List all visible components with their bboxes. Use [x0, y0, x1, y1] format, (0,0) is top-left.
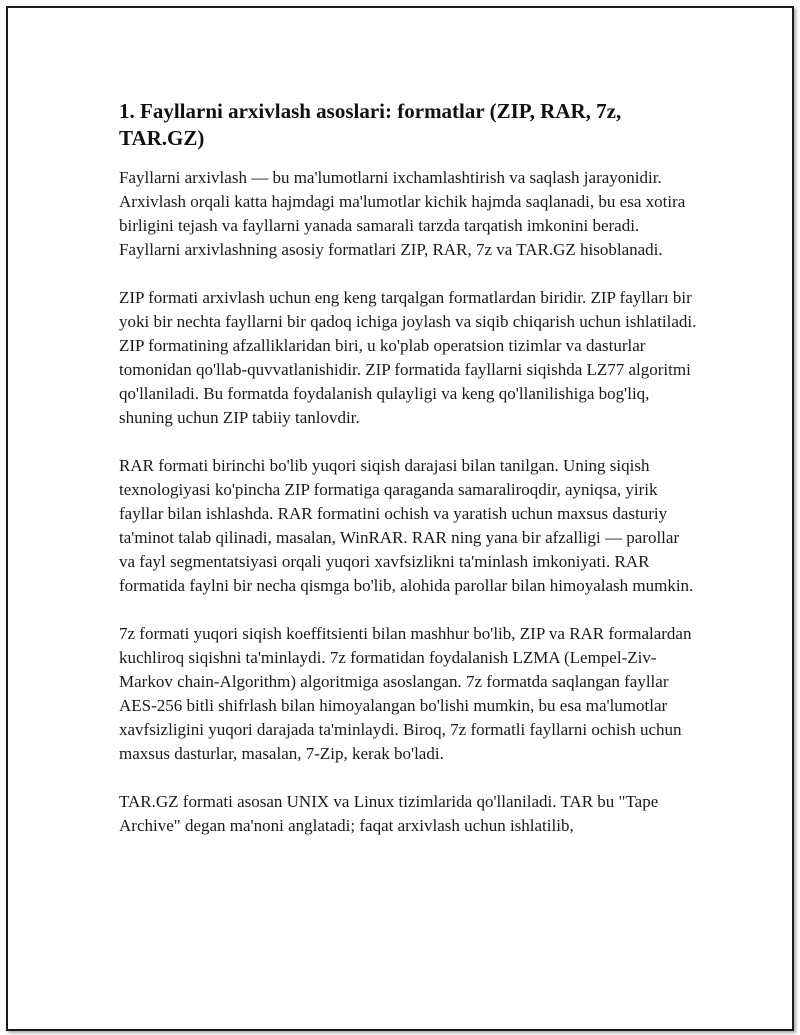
document-body	[119, 98, 699, 862]
paragraph-targz: TAR.GZ formati asosan UNIX va Linux tizimlarida qo'llaniladi. TAR bu "Tape Archive" degan ma'noni anglatadi; faqat arxivlash uchun ishlatilib,	[119, 792, 659, 835]
section-heading: 1. Fayllarni arxivlash asoslari: formatlar (ZIP, RAR, 7z, TAR.GZ)	[119, 99, 622, 150]
document-page	[6, 6, 794, 1031]
paragraph-7z: 7z formati yuqori siqish koeffitsienti bilan mashhur bo'lib, ZIP va RAR formalardan kuchliroq siqishni ta'minlaydi. 7z formatidan foydalanish LZMA (Lempel-Ziv-Markov chain-Algorithm) algoritmiga asoslangan. 7z formatda saqlangan fayllar AES-256 bitli shifrlash bilan himoyalangan bo'lishi mumkin, bu esa ma'lumotlar xavfsizligini yuqori darajada ta'minlaydi. Biroq, 7z formatli fayllarni ochish uchun maxsus dasturlar, masalan, 7-Zip, kerak bo'ladi.	[119, 624, 692, 763]
paragraph-intro: Fayllarni arxivlash — bu ma'lumotlarni ixchamlashtirish va saqlash jarayonidir. Arxivlash orqali katta hajmdagi ma'lumotlar kichik hajmda saqlanadi, bu esa xotira birligini tejash va fayllarni yanada samarali tarzda tarqatish imkonini beradi. Fayllarni arxivlashning asosiy formatlari ZIP, RAR, 7z va TAR.GZ hisoblanadi.	[119, 168, 686, 259]
paragraph-zip: ZIP formati arxivlash uchun eng keng tarqalgan formatlardan biridir. ZIP faylları bir yoki bir nechta fayllarni bir qadoq ichiga joylash va siqib chiqarish uchun ishlatiladi. ZIP formatining afzalliklaridan biri, u ko'plab operatsion tizimlar va dasturlar tomonidan qo'llab-quvvatlanishidir. ZIP formatida fayllarni siqishda LZ77 algoritmi qo'llaniladi. Bu formatda foydalanish qulayligi va keng qo'llanilishiga bog'liq, shuning uchun ZIP tabiiy tanlovdir.	[119, 288, 697, 427]
paragraph-rar: RAR formati birinchi bo'lib yuqori siqish darajasi bilan tanilgan. Uning siqish texnologiyasi ko'pincha ZIP formatiga qaraganda samaraliroqdir, ayniqsa, yirik fayllar bilan ishlashda. RAR formatini ochish va yaratish uchun maxsus dasturiy ta'minot talab qilinadi, masalan, WinRAR. RAR ning yana bir afzalligi — parollar va fayl segmentatsiyasi orqali yuqori xavfsizlikni ta'minlash imkoniyati. RAR formatida faylni bir necha qismga bo'lib, alohida parollar bilan himoyalash mumkin.	[119, 456, 694, 595]
